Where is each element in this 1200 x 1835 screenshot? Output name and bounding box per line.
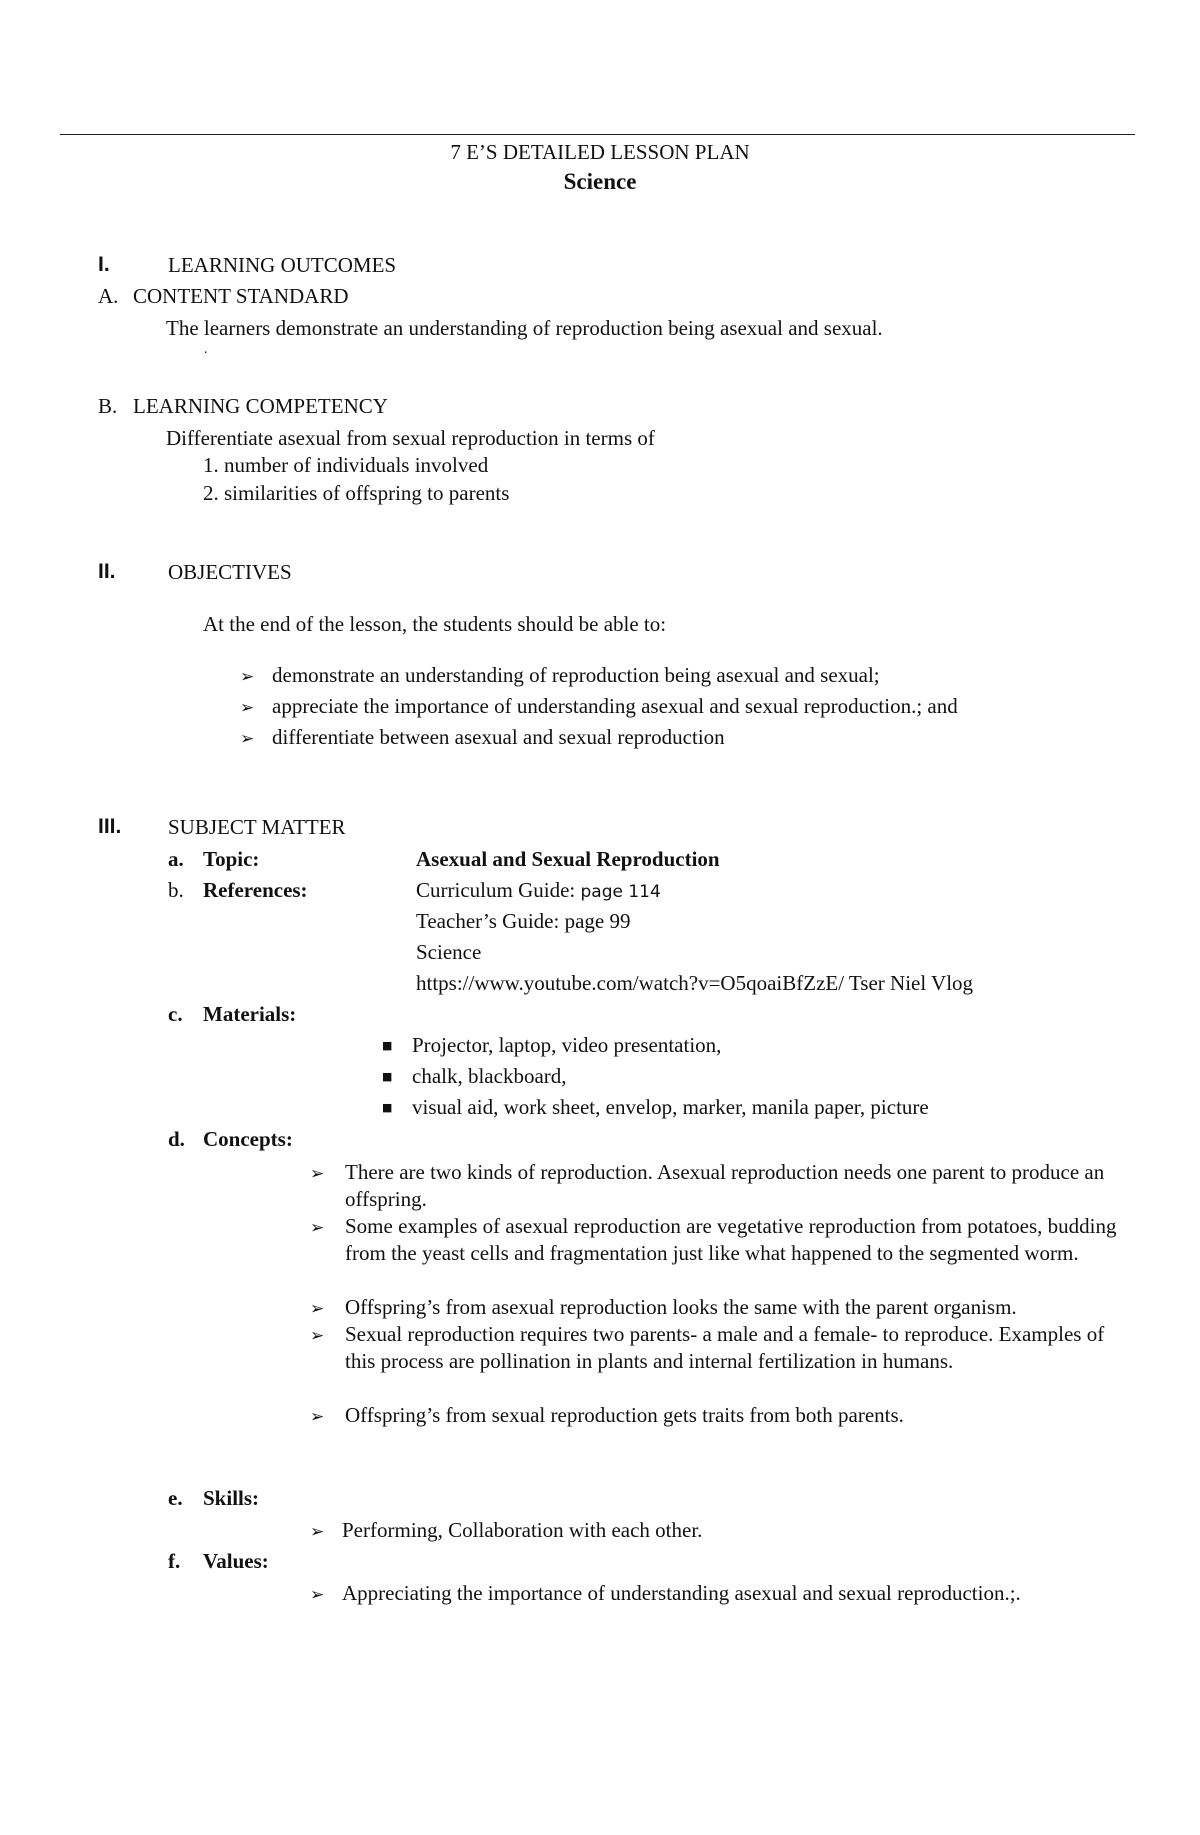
subsection-b-label: B. — [98, 394, 118, 418]
topic-value: Asexual and Sexual Reproduction — [416, 847, 720, 871]
objectives-intro: At the end of the lesson, the students should be able to: — [203, 612, 667, 636]
arrow-bullet-icon: ➢ — [240, 667, 255, 687]
section-1-numeral: I. — [98, 253, 110, 276]
material-item — [382, 1064, 567, 1088]
objective-item — [240, 663, 880, 688]
arrow-bullet-icon: ➢ — [240, 729, 255, 749]
concept-item: Sexual reproduction requires two parents- a male and a female- to reproduce. Examples of this process are pollination in plants and internal fertilization in humans. — [345, 1322, 1105, 1373]
learning-competency-title: LEARNING COMPETENCY — [133, 394, 388, 418]
reference-curriculum-page: page 114 — [580, 882, 661, 902]
values-letter: f. — [168, 1549, 181, 1573]
competency-text: Differentiate asexual from sexual reproduction in terms of — [166, 426, 655, 450]
concept-arrow-icon: ➢ — [310, 1326, 325, 1346]
reference-science: Science — [416, 940, 482, 964]
square-bullet-icon: ■ — [382, 1070, 393, 1083]
concept-arrow-icon: ➢ — [310, 1407, 325, 1427]
arrow-bullet-icon: ➢ — [240, 698, 255, 718]
concept-item: Some examples of asexual reproduction are vegetative reproduction from potatoes, budding from the yeast cells and fragmentation just like what happened to the segmented worm. — [345, 1214, 1117, 1265]
objective-text: appreciate the importance of understanding asexual and sexual reproduction.; and — [272, 694, 958, 718]
value-text: Appreciating the importance of understanding asexual and sexual reproduction.;. — [342, 1581, 1021, 1605]
reference-url: https://www.youtube.com/watch?v=O5qoaiBfZzE/ Tser Niel Vlog — [416, 971, 974, 995]
skill-text: Performing, Collaboration with each other. — [342, 1518, 703, 1542]
arrow-bullet-icon: ➢ — [310, 1585, 325, 1605]
values-label: Values: — [203, 1549, 269, 1573]
concept-item: Offspring’s from sexual reproduction gets traits from both parents. — [345, 1403, 904, 1427]
competency-item-2: 2. similarities of offspring to parents — [203, 481, 510, 505]
concept-arrow-icon: ➢ — [310, 1164, 325, 1184]
section-2-numeral: II. — [98, 560, 116, 583]
references-letter: b. — [168, 878, 184, 902]
skills-letter: e. — [168, 1486, 183, 1510]
objective-text: differentiate between asexual and sexual reproduction — [272, 725, 725, 749]
section-2-title: OBJECTIVES — [168, 560, 292, 584]
subsection-a-label: A. — [98, 284, 119, 308]
content-standard-text: The learners demonstrate an understanding of reproduction being asexual and sexual. — [166, 316, 883, 340]
concept-item: There are two kinds of reproduction. Asexual reproduction needs one parent to produce an offspring. — [345, 1160, 1105, 1211]
arrow-bullet-icon: ➢ — [310, 1522, 325, 1542]
topic-letter: a. — [168, 847, 184, 871]
objective-item — [240, 694, 958, 719]
material-text: Projector, laptop, video presentation, — [412, 1033, 722, 1057]
stray-dot: . — [204, 342, 208, 357]
reference-teacher-guide: Teacher’s Guide: page 99 — [416, 909, 631, 933]
value-item — [310, 1581, 1021, 1606]
materials-letter: c. — [168, 1002, 183, 1026]
concept-arrow-icon: ➢ — [310, 1218, 325, 1238]
material-item — [382, 1033, 721, 1057]
concepts-label: Concepts: — [203, 1127, 293, 1151]
top-rule — [60, 134, 1135, 135]
content-standard-title: CONTENT STANDARD — [133, 284, 349, 308]
reference-curriculum — [416, 878, 661, 903]
concept-item: Offspring’s from asexual reproduction looks the same with the parent organism. — [345, 1295, 1017, 1319]
section-3-title: SUBJECT MATTER — [168, 815, 346, 839]
objective-item — [240, 725, 725, 750]
materials-label: Materials: — [203, 1002, 297, 1026]
concepts-letter: d. — [168, 1127, 185, 1151]
section-3-numeral: III. — [98, 815, 122, 838]
competency-item-1: 1. number of individuals involved — [203, 453, 489, 477]
square-bullet-icon: ■ — [382, 1039, 393, 1052]
skill-item — [310, 1518, 702, 1543]
reference-curriculum-text: Curriculum Guide: — [416, 878, 581, 902]
topic-label: Topic: — [203, 847, 260, 871]
material-text: visual aid, work sheet, envelop, marker, manila paper, picture — [412, 1095, 929, 1119]
material-item — [382, 1095, 929, 1119]
document-title: 7 E’S DETAILED LESSON PLAN — [450, 140, 750, 164]
material-text: chalk, blackboard, — [412, 1064, 567, 1088]
square-bullet-icon: ■ — [382, 1101, 393, 1114]
references-label: References: — [203, 878, 308, 902]
skills-label: Skills: — [203, 1486, 260, 1510]
subject-title: Science — [563, 169, 637, 194]
section-1-title: LEARNING OUTCOMES — [168, 253, 397, 277]
concept-arrow-icon: ➢ — [310, 1299, 325, 1319]
objective-text: demonstrate an understanding of reproduction being asexual and sexual; — [272, 663, 880, 687]
